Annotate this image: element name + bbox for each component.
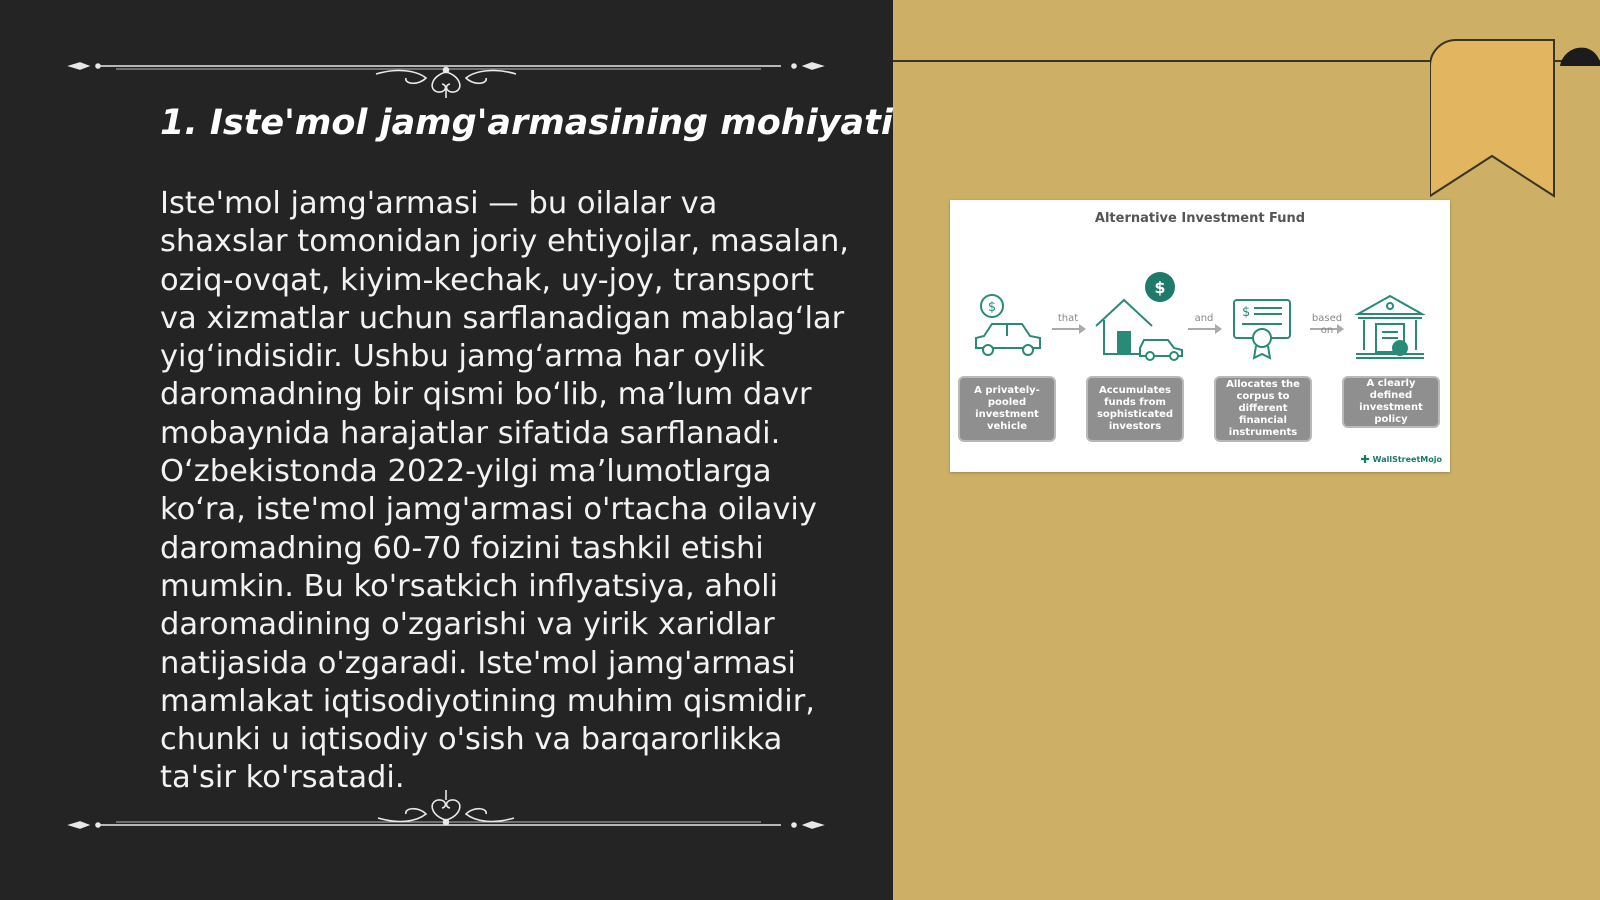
connector-arrow (1188, 328, 1220, 330)
svg-text:$: $ (1154, 278, 1166, 297)
connector-label: that (1057, 313, 1079, 324)
step-box: A privately-pooled investment vehicle (958, 376, 1056, 442)
brand-logo (1360, 453, 1442, 466)
car-dollar-icon (970, 292, 1046, 362)
connector-label: based on (1311, 313, 1343, 336)
brand-plus-icon: ✚ (1360, 453, 1370, 466)
step-box: Accumulates funds from sophisticated investors (1086, 376, 1184, 442)
house-car-icon (1092, 270, 1188, 362)
bank-policy-icon (1354, 292, 1426, 362)
step-box: Allocates the corpus to different financial instruments (1214, 376, 1312, 442)
bottom-ornament (66, 772, 826, 832)
top-ornament (66, 38, 826, 98)
diagram-title: Alternative Investment Fund (1094, 211, 1306, 226)
bookmark-ribbon-icon (1430, 36, 1600, 201)
svg-text:$: $ (987, 300, 997, 315)
alternative-investment-fund-diagram (950, 200, 1450, 472)
slide-body-text: Iste'mol jamg'armasi — bu oilalar va shaxslar tomonidan joriy ehtiyojlar, masalan, oziq-ovqat, kiyim-kechak, uy-joy, transport va xizmatlar uchun sarflanadigan mablag‘lar yig‘indisidir. Ushbu jamg‘arma har oylik daromadning bir qismi bo‘lib, ma’lum davr mobaynida harajatlar sifatida sarflanadi. O‘zbekistonda 2022-yilgi ma’lumotlarga ko‘ra, iste'mol jamg'armasi o'rtacha oilaviy daromadning 60-70 foizini tashkil etishi mumkin. Bu ko'rsatkich inflyatsiya, aholi daromadining o'zgarishi va yirik xaridlar natijasida o'zgaradi. Iste'mol jamg'armasi mamlakat iqtisodiyotining muhim qismidir, chunki u iqtisodiy o'sish va barqarorlikka ta'sir ko'rsatadi. (160, 186, 849, 796)
svg-text:$: $ (1242, 305, 1251, 320)
step-box: A clearly defined investment policy (1342, 376, 1440, 428)
connector-arrow (1052, 328, 1084, 330)
slide-title: 1. Iste'mol jamg'armasining mohiyati (160, 103, 893, 143)
brand-name: WallStreetMojo (1372, 455, 1442, 464)
connector-label: and (1194, 313, 1214, 324)
certificate-icon (1230, 296, 1294, 360)
